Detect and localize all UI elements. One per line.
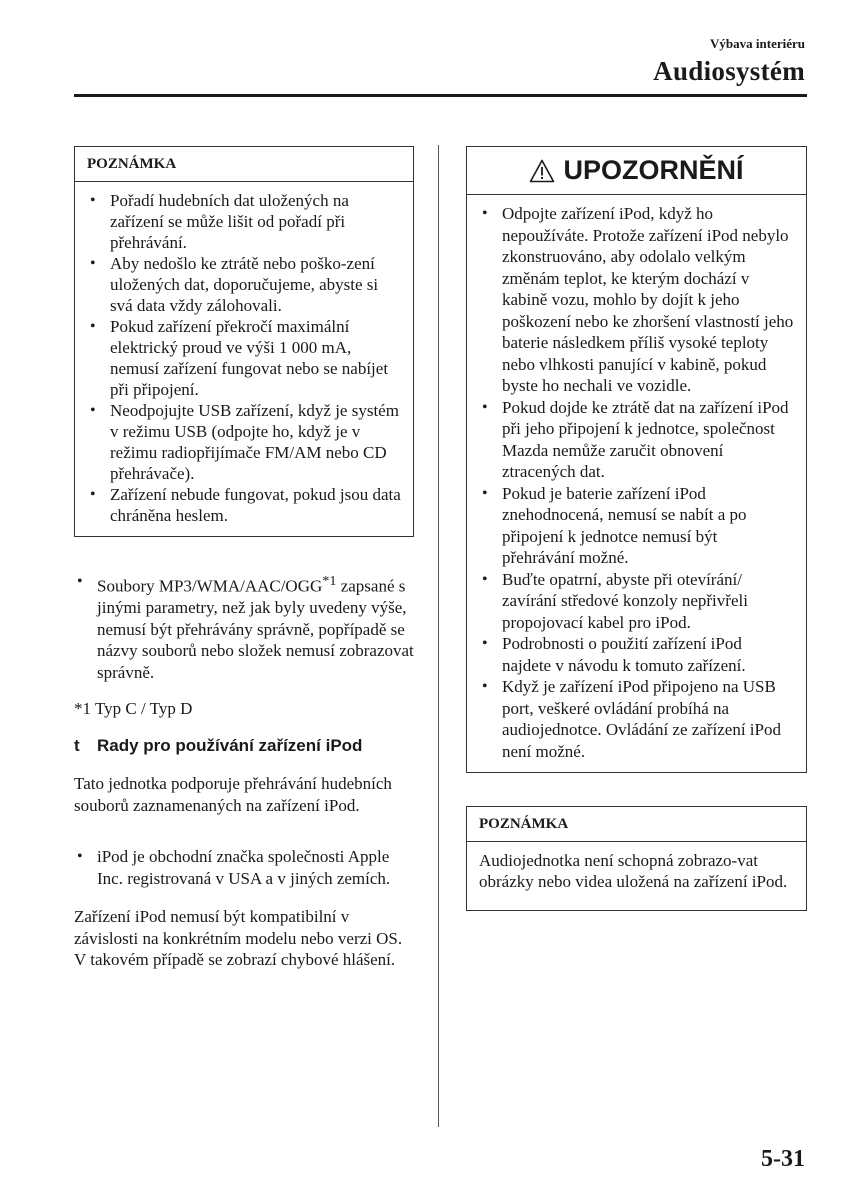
subheading — [74, 736, 414, 756]
paragraph: Tato jednotka podporuje přehrávání hudebních souborů zaznamenaných na zařízení iPod. — [74, 774, 392, 815]
right-column — [466, 146, 807, 911]
note-text: Audiojednotka není schopná zobrazo-vat obrázky nebo videa uložená na zařízení iPod. — [479, 851, 788, 891]
files-text: Soubory MP3/WMA/AAC/OGG — [97, 576, 323, 596]
warning-item: • Odpojte zařízení iPod, když ho nepoužíváte. Protože zařízení iPod nebylo zkonstruováno, aby odolalo velkým změnám teplot, ke kterým dochází v kabině vozu, mohlo by dojít k jeho poškození nebo ke zhoršení vlastností jeho baterie následkem příliš vysoké teploty nebo vlhkosti panující v kabině, pokud byste ho nechali ve vozidle. — [479, 203, 794, 397]
note-heading: POZNÁMKA — [75, 147, 413, 182]
warning-item: • Pokud dojde ke ztrátě dat na zařízení iPod při jeho připojení k jednotce, společnost Mazda nemůže zaručit obnovení ztracených dat. — [479, 397, 794, 483]
note-item: • Aby nedošlo ke ztrátě nebo poško-zení uložených dat, doporučujeme, abyste si svá data vždy zálohovali. — [87, 253, 401, 316]
subheading-text: Rady pro používání zařízení iPod — [97, 736, 363, 756]
note-item: • Zařízení nebude fungovat, pokud jsou data chráněna heslem. — [87, 484, 401, 526]
warning-list — [479, 203, 794, 762]
left-column — [74, 146, 414, 971]
warning-item: • Když je zařízení iPod připojeno na USB port, veškeré ovládání probíhá na audiojednotce. Ovládání ze zařízení iPod není možné. — [479, 676, 794, 762]
footnote: *1 Typ C / Typ D — [74, 699, 193, 719]
note-item: • Pořadí hudebních dat uložených na zařízení se může lišit od pořadí při přehrávání. — [87, 190, 401, 253]
note-body — [75, 182, 413, 536]
page-number: 5-31 — [761, 1146, 805, 1172]
note-box — [74, 146, 414, 537]
warning-item: • Podrobnosti o použití zařízení iPod najdete v návodu k tomuto zařízení. — [479, 633, 794, 676]
footnote-ref: *1 — [322, 573, 337, 589]
body-list-trademark — [74, 846, 414, 889]
body-list-files — [74, 571, 414, 683]
warning-header — [467, 147, 806, 195]
files-text-rest: zapsané s jinými parametry, než jak byly uvedeny výše, nemusí být přehrávány správně, popřípadě se názvy souborů nebo složek nemusí zobrazovat správně. — [97, 576, 414, 682]
note-heading: POZNÁMKA — [467, 807, 806, 842]
note-box — [466, 806, 807, 911]
column-divider — [438, 145, 439, 1127]
header-rule — [74, 94, 807, 97]
note-item: • Pokud zařízení překročí maximální elektrický proud ve výši 1 000 mA, nemusí zařízení fungovat nebo se nabíjet při připojení. — [87, 316, 401, 400]
section-name: Výbava interiéru — [710, 36, 805, 51]
note-item: • Neodpojujte USB zařízení, když je systém v režimu USB (odpojte ho, když je v režimu radiopřijímače FM/AM nebo CD přehrávače). — [87, 400, 401, 484]
warning-heading: UPOZORNĚNÍ — [563, 155, 744, 185]
paragraph: Zařízení iPod nemusí být kompatibilní v závislosti na konkrétním modelu nebo verzi OS. V takovém případě se zobrazí chybové hlášení. — [74, 907, 403, 970]
warning-box — [466, 146, 807, 773]
warning-triangle-icon — [529, 159, 555, 183]
subheading-marker: t — [74, 736, 80, 756]
list-item-files — [74, 571, 414, 683]
note-list — [87, 190, 401, 526]
warning-item: • Pokud je baterie zařízení iPod znehodnocená, nemusí se nabít a po připojení k jednotce nemusí být přehrávání možné. — [479, 483, 794, 569]
page-title: Audiosystém — [653, 56, 805, 86]
warning-body — [467, 195, 806, 772]
warning-item: • Buďte opatrní, abyste při otevírání/ zavírání středové konzoly nepřivřeli propojovací kabel pro iPod. — [479, 569, 794, 634]
list-item-trademark: • iPod je obchodní značka společnosti Apple Inc. registrovaná v USA a v jiných zemích. — [74, 846, 414, 889]
